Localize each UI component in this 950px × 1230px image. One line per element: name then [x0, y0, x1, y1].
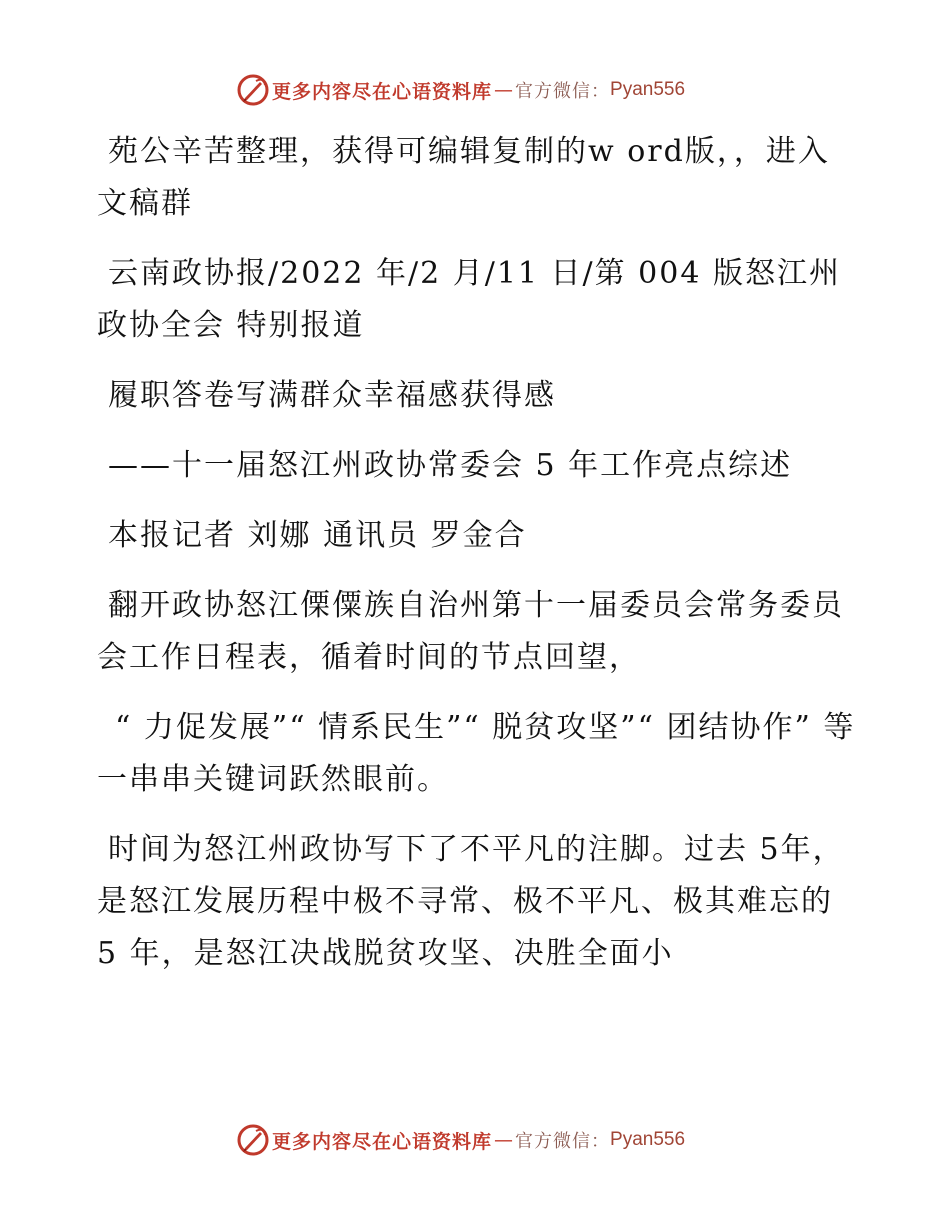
body-paragraph: “ 力促发展”“ 情系民生”“ 脱贫攻坚”“ 团结协作” 等一串串关键词跃然眼前。	[97, 710, 856, 797]
quill-logo-icon	[236, 73, 270, 107]
document-body	[97, 126, 857, 998]
source-line: 云南政协报/2022 年/2 月/11 日/第 004 版怒江州政协全会 特别报道	[97, 256, 841, 343]
body-paragraph: 时间为怒江州政协写下了不平凡的注脚。过去 5年，是怒江发展历程中极不寻常、极不平凡、极其难忘的 5 年，是怒江决战脱贫攻坚、决胜全面小	[97, 832, 845, 971]
banner-wechat-label: 官方微信：	[515, 81, 611, 102]
footer-site-text: 更多内容尽在心语资料库	[272, 1130, 493, 1153]
header-banner	[236, 72, 685, 108]
banner-site-text: 更多内容尽在心语资料库	[272, 80, 493, 103]
banner-wechat-handle: Pyan556	[610, 79, 686, 100]
banner-separator: —	[494, 79, 514, 101]
quill-logo-icon	[236, 1123, 270, 1157]
footer-separator: —	[494, 1129, 514, 1151]
intro-note: 苑公辛苦整理，获得可编辑复制的w ord版，，进入文稿群	[97, 134, 830, 221]
body-paragraph: 翻开政协怒江傈僳族自治州第十一届委员会常务委员会工作日程表，循着时间的节点回望，	[97, 588, 844, 675]
footer-wechat-label: 官方微信：	[515, 1131, 611, 1152]
article-subtitle: ——十一届怒江州政协常委会 5 年工作亮点综述	[108, 448, 793, 483]
footer-banner	[236, 1122, 685, 1158]
article-title: 履职答卷写满群众幸福感获得感	[108, 378, 556, 413]
footer-wechat-handle: Pyan556	[610, 1129, 686, 1150]
byline: 本报记者 刘娜 通讯员 罗金合	[108, 518, 527, 553]
